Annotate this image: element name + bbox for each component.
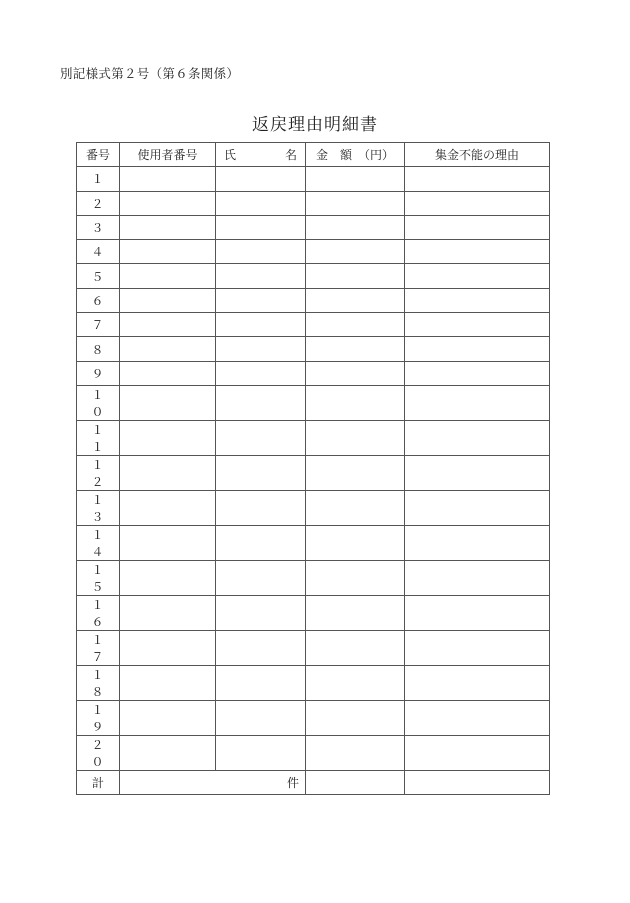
user-number-cell[interactable] (120, 455, 216, 490)
count-unit: 件 (286, 776, 299, 791)
amount-cell[interactable] (306, 313, 405, 337)
user-number-cell[interactable] (120, 313, 216, 337)
table-row (77, 595, 550, 630)
user-number-cell[interactable] (120, 337, 216, 361)
reason-cell[interactable] (405, 167, 550, 191)
user-number-cell[interactable] (120, 525, 216, 560)
user-number-cell[interactable] (120, 385, 216, 420)
row-number: １ (77, 167, 120, 191)
table-row (77, 313, 550, 337)
table-row (77, 337, 550, 361)
name-cell[interactable] (216, 560, 306, 595)
amount-cell[interactable] (306, 735, 405, 770)
name-cell[interactable] (216, 167, 306, 191)
name-cell[interactable] (216, 630, 306, 665)
amount-cell[interactable] (306, 361, 405, 385)
table-row (77, 560, 550, 595)
reason-cell[interactable] (405, 240, 550, 264)
document-title: 返戻理由明細書 (252, 115, 378, 135)
amount-cell[interactable] (306, 385, 405, 420)
return-reason-table (76, 142, 550, 795)
name-cell[interactable] (216, 215, 306, 239)
table-row (77, 288, 550, 312)
table-row (77, 361, 550, 385)
name-cell[interactable] (216, 665, 306, 700)
amount-cell[interactable] (306, 215, 405, 239)
row-number: １ ０ (77, 385, 120, 420)
name-cell[interactable] (216, 240, 306, 264)
reason-cell[interactable] (405, 490, 550, 525)
amount-cell[interactable] (306, 525, 405, 560)
name-cell[interactable] (216, 490, 306, 525)
user-number-cell[interactable] (120, 264, 216, 288)
table-row (77, 525, 550, 560)
name-cell[interactable] (216, 700, 306, 735)
user-number-cell[interactable] (120, 361, 216, 385)
name-cell[interactable] (216, 313, 306, 337)
user-number-cell[interactable] (120, 665, 216, 700)
col-name-right: 名 (284, 148, 297, 163)
user-number-cell[interactable] (120, 490, 216, 525)
amount-cell[interactable] (306, 167, 405, 191)
col-name (216, 143, 306, 167)
amount-cell[interactable] (306, 595, 405, 630)
name-cell[interactable] (216, 337, 306, 361)
reason-cell[interactable] (405, 288, 550, 312)
reason-cell[interactable] (405, 595, 550, 630)
user-number-cell[interactable] (120, 595, 216, 630)
reason-cell[interactable] (405, 385, 550, 420)
total-row (77, 770, 550, 794)
total-reason-cell[interactable] (405, 770, 550, 794)
reason-cell[interactable] (405, 525, 550, 560)
table-row (77, 191, 550, 215)
table-row (77, 240, 550, 264)
table-row (77, 167, 550, 191)
row-number: １ ５ (77, 560, 120, 595)
reason-cell[interactable] (405, 337, 550, 361)
header-row (77, 143, 550, 167)
row-number: ２ (77, 191, 120, 215)
row-number: １ ３ (77, 490, 120, 525)
name-cell[interactable] (216, 361, 306, 385)
name-cell[interactable] (216, 455, 306, 490)
row-number: １ ４ (77, 525, 120, 560)
form-identifier: 別記様式第２号（第６条関係） (60, 66, 240, 81)
col-amount: 金 額 （円） (306, 143, 405, 167)
row-number: ３ (77, 215, 120, 239)
amount-cell[interactable] (306, 700, 405, 735)
amount-cell[interactable] (306, 560, 405, 595)
name-cell[interactable] (216, 420, 306, 455)
row-number: １ １ (77, 420, 120, 455)
amount-cell[interactable] (306, 191, 405, 215)
user-number-cell[interactable] (120, 735, 216, 770)
user-number-cell[interactable] (120, 215, 216, 239)
row-number: ２ ０ (77, 735, 120, 770)
table-body (77, 167, 550, 771)
table-row (77, 420, 550, 455)
row-number: ９ (77, 361, 120, 385)
amount-cell[interactable] (306, 630, 405, 665)
amount-cell[interactable] (306, 420, 405, 455)
total-amount-cell[interactable] (306, 770, 405, 794)
table-row (77, 264, 550, 288)
total-count-cell[interactable] (120, 770, 306, 794)
name-cell[interactable] (216, 191, 306, 215)
name-cell[interactable] (216, 525, 306, 560)
total-label: 計 (77, 770, 120, 794)
amount-cell[interactable] (306, 288, 405, 312)
row-number: １ ２ (77, 455, 120, 490)
name-cell[interactable] (216, 264, 306, 288)
amount-cell[interactable] (306, 455, 405, 490)
col-user-number: 使用者番号 (120, 143, 216, 167)
table-row (77, 455, 550, 490)
user-number-cell[interactable] (120, 630, 216, 665)
row-number: ６ (77, 288, 120, 312)
table-row (77, 215, 550, 239)
name-cell[interactable] (216, 595, 306, 630)
reason-cell[interactable] (405, 191, 550, 215)
table-row (77, 385, 550, 420)
reason-cell[interactable] (405, 313, 550, 337)
row-number: ５ (77, 264, 120, 288)
user-number-cell[interactable] (120, 191, 216, 215)
row-number: １ ６ (77, 595, 120, 630)
reason-cell[interactable] (405, 560, 550, 595)
table-row (77, 735, 550, 770)
row-number: ８ (77, 337, 120, 361)
row-number: ７ (77, 313, 120, 337)
col-number: 番号 (77, 143, 120, 167)
table-row (77, 700, 550, 735)
name-cell[interactable] (216, 735, 306, 770)
user-number-cell[interactable] (120, 560, 216, 595)
reason-cell[interactable] (405, 361, 550, 385)
row-number: ４ (77, 240, 120, 264)
row-number: １ ７ (77, 630, 120, 665)
col-name-left: 氏 (224, 148, 237, 163)
user-number-cell[interactable] (120, 288, 216, 312)
reason-cell[interactable] (405, 630, 550, 665)
user-number-cell[interactable] (120, 167, 216, 191)
amount-cell[interactable] (306, 240, 405, 264)
table-row (77, 490, 550, 525)
user-number-cell[interactable] (120, 420, 216, 455)
reason-cell[interactable] (405, 700, 550, 735)
reason-cell[interactable] (405, 455, 550, 490)
user-number-cell[interactable] (120, 240, 216, 264)
row-number: １ ８ (77, 665, 120, 700)
reason-cell[interactable] (405, 735, 550, 770)
table-row (77, 665, 550, 700)
user-number-cell[interactable] (120, 700, 216, 735)
amount-cell[interactable] (306, 665, 405, 700)
col-reason: 集金不能の理由 (405, 143, 550, 167)
reason-cell[interactable] (405, 215, 550, 239)
amount-cell[interactable] (306, 264, 405, 288)
amount-cell[interactable] (306, 337, 405, 361)
reason-cell[interactable] (405, 264, 550, 288)
amount-cell[interactable] (306, 490, 405, 525)
name-cell[interactable] (216, 288, 306, 312)
reason-cell[interactable] (405, 420, 550, 455)
name-cell[interactable] (216, 385, 306, 420)
table-row (77, 630, 550, 665)
reason-cell[interactable] (405, 665, 550, 700)
row-number: １ ９ (77, 700, 120, 735)
